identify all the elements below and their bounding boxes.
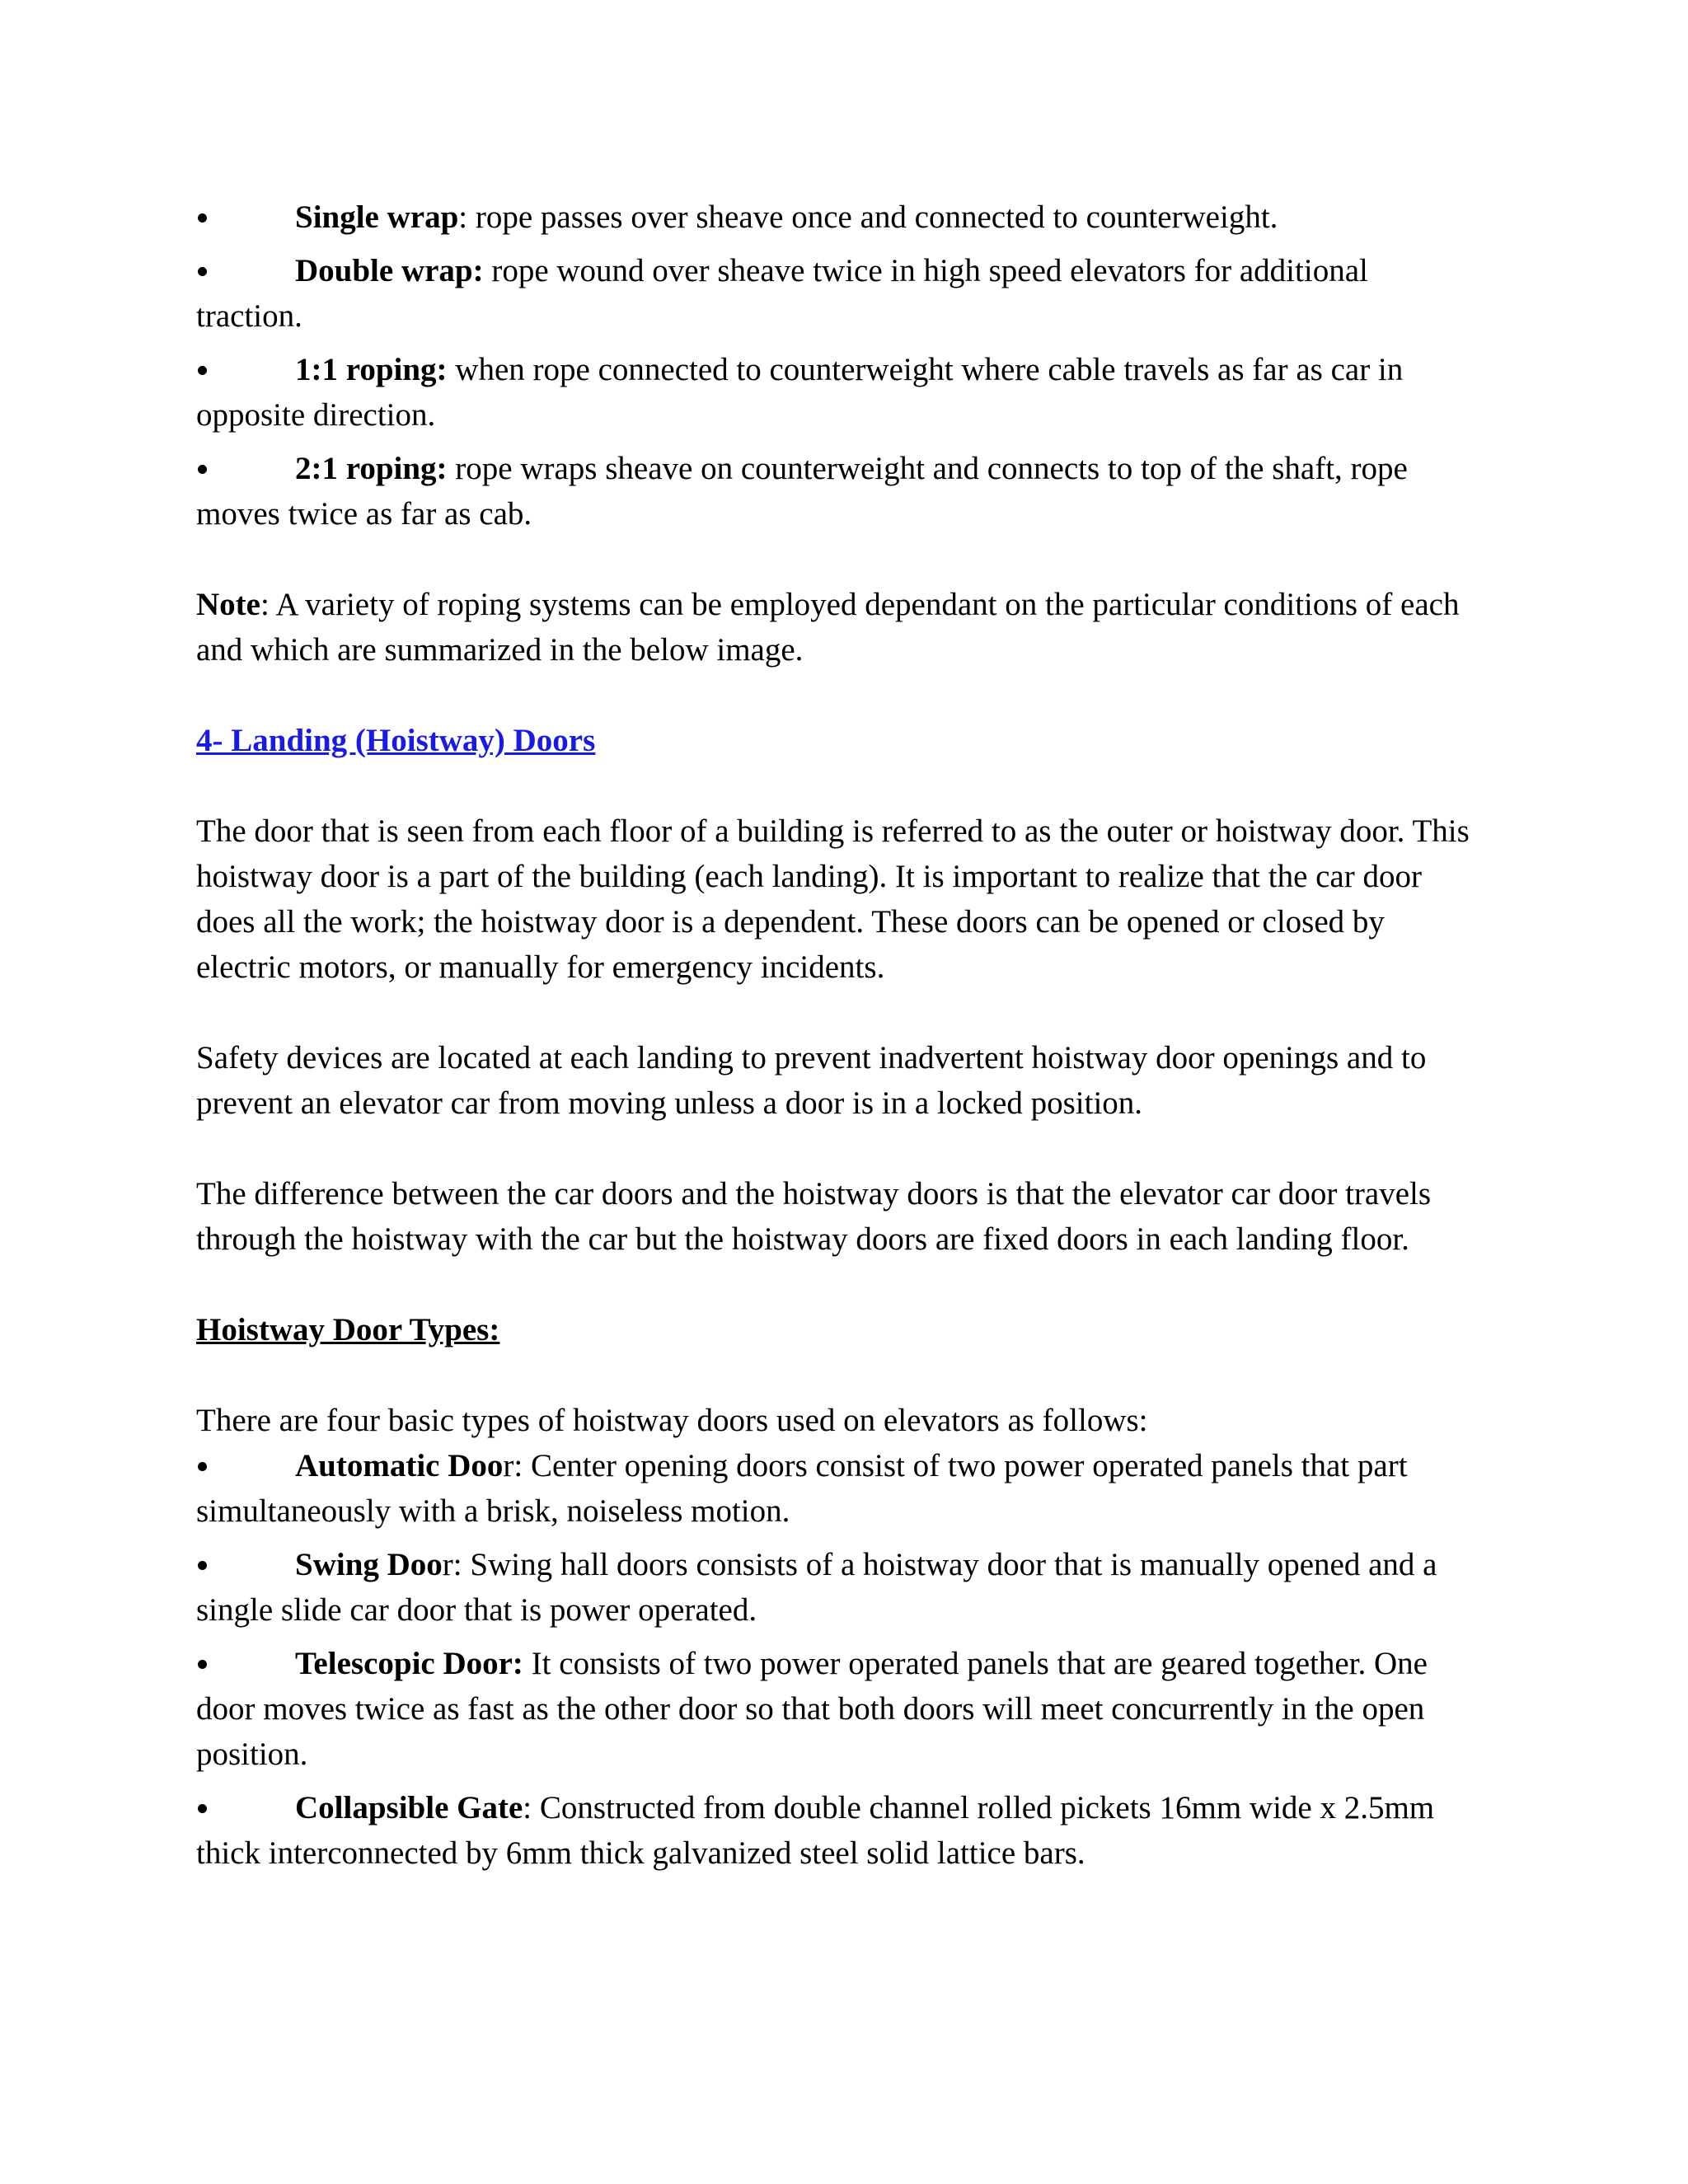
body-paragraph: The door that is seen from each floor of a building is referred to as the outer or hoistway door. This hoistway door is a part of the building (each landing). It is important to realize that the car door does all the work; the hoistway door is a dependent. These doors can be opened or closed by electric motors, or manually for emergency incidents. (196, 813, 1470, 985)
term: 1:1 roping: (295, 352, 448, 387)
term: Swing Doo (295, 1547, 443, 1582)
separator (484, 253, 492, 288)
bullet-icon (196, 194, 295, 240)
term-suffix: r (442, 1547, 453, 1582)
term: Double wrap: (295, 253, 484, 288)
term: Automatic Doo (295, 1448, 504, 1483)
bullet-icon (196, 1785, 295, 1830)
separator (448, 352, 456, 387)
list-item (196, 1443, 1482, 1534)
term-suffix: r (503, 1448, 514, 1483)
bullet-icon (196, 1542, 295, 1587)
bullet-icon (196, 347, 295, 392)
list-item (196, 1785, 1482, 1876)
separator: : (458, 199, 476, 235)
roping-list (196, 194, 1482, 537)
body-paragraph: The difference between the car doors and the hoistway doors is that the elevator car door travels through the hoistway with the car but the hoistway doors are fixed doors in each landing floor. (196, 1176, 1432, 1257)
list-item (196, 1641, 1482, 1777)
list-item (196, 194, 1482, 240)
item-text: It consists of two power operated panels that are geared together. One door moves twice as fast as the other door so that both doors will meet concurrently in the open position. (196, 1646, 1428, 1772)
item-text: rope passes over sheave once and connected to counterweight. (475, 199, 1278, 235)
item-text: : Swing hall doors consists of a hoistway door that is manually opened and a single slide car door that is power operated. (196, 1547, 1437, 1628)
separator (448, 451, 456, 486)
item-text: : Constructed from double channel rolled pickets 16mm wide x 2.5mm thick interconnected by 6mm thick galvanized steel solid lattice bars. (196, 1790, 1435, 1871)
door-types-list (196, 1443, 1482, 1876)
door-types-heading: Hoistway Door Types: (196, 1312, 500, 1347)
list-item (196, 446, 1482, 537)
term: Collapsible Gate (295, 1790, 523, 1825)
list-item (196, 1542, 1482, 1633)
door-types-intro: There are four basic types of hoistway doors used on elevators as follows: (196, 1403, 1148, 1438)
body-paragraph: Safety devices are located at each landing to prevent inadvertent hoistway door openings and to prevent an elevator car from moving unless a door is in a locked position. (196, 1040, 1427, 1121)
list-item (196, 347, 1482, 438)
item-text: rope wound over sheave twice in high speed elevators for additional traction. (196, 253, 1368, 334)
list-item (196, 248, 1482, 339)
bullet-icon (196, 446, 295, 491)
note-paragraph (196, 582, 1482, 673)
term: 2:1 roping: (295, 451, 448, 486)
document-page (196, 194, 1482, 1884)
note-label: Note (196, 587, 260, 622)
note-text: : A variety of roping systems can be employed dependant on the particular conditions of each and which are summarized in the below image. (196, 587, 1460, 668)
bullet-icon (196, 1641, 295, 1686)
item-text: when rope connected to counterweight where cable travels as far as car in opposite direction. (196, 352, 1404, 433)
term: Telescopic Door: (295, 1646, 523, 1681)
item-text: : Center opening doors consist of two power operated panels that part simultaneously with a brisk, noiseless motion. (196, 1448, 1408, 1529)
bullet-icon (196, 248, 295, 293)
bullet-icon (196, 1443, 295, 1488)
term: Single wrap (295, 199, 459, 235)
item-text: rope wraps sheave on counterweight and connects to top of the shaft, rope moves twice as far as cab. (196, 451, 1408, 532)
section-heading-link[interactable]: 4- Landing (Hoistway) Doors (196, 723, 596, 758)
